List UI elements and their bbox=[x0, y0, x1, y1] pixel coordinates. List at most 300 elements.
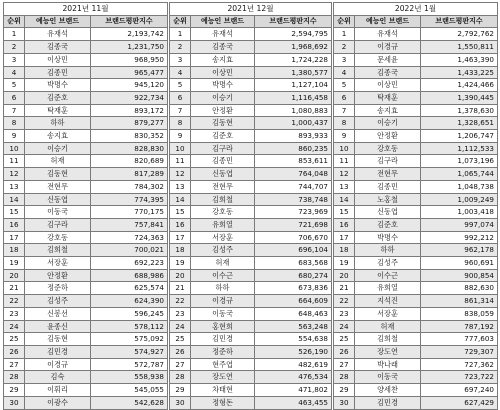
rank-cell: 18 bbox=[170, 244, 191, 257]
rank-cell: 29 bbox=[4, 384, 25, 397]
table-row bbox=[170, 142, 332, 155]
rank-cell: 12 bbox=[170, 168, 191, 181]
rank-cell: 4 bbox=[334, 66, 355, 79]
rank-cell: 2 bbox=[4, 41, 25, 54]
rank-cell: 26 bbox=[170, 345, 191, 358]
index-value-cell: 770,175 bbox=[91, 206, 168, 219]
table-row bbox=[4, 53, 168, 66]
brand-name-cell: 김준호 bbox=[355, 218, 421, 231]
index-value-cell: 1,003,418 bbox=[421, 206, 498, 219]
brand-name-cell: 김성주 bbox=[25, 295, 91, 308]
ranking-table-3 bbox=[333, 2, 498, 410]
brand-name-cell: 김성주 bbox=[191, 244, 255, 257]
rank-cell: 1 bbox=[170, 28, 191, 41]
rank-cell: 19 bbox=[334, 257, 355, 270]
table-row bbox=[334, 320, 498, 333]
index-value-cell: 688,986 bbox=[91, 269, 168, 282]
table-row bbox=[4, 193, 168, 206]
table-row bbox=[4, 371, 168, 384]
brand-name-cell: 이상민 bbox=[25, 53, 91, 66]
table-row bbox=[4, 295, 168, 308]
table-row bbox=[334, 142, 498, 155]
table-row bbox=[334, 193, 498, 206]
table-row bbox=[170, 307, 332, 320]
brand-name-cell: 이승기 bbox=[191, 91, 255, 104]
rank-cell: 28 bbox=[4, 371, 25, 384]
month-title: 2021년 11월 bbox=[4, 3, 168, 16]
index-value-cell: 463,455 bbox=[255, 396, 332, 409]
rank-cell: 27 bbox=[334, 358, 355, 371]
brand-name-cell: 김희철 bbox=[191, 193, 255, 206]
table-row bbox=[170, 358, 332, 371]
rank-cell: 3 bbox=[334, 53, 355, 66]
brand-name-cell: 이경규 bbox=[355, 41, 421, 54]
brand-name-cell: 하하 bbox=[25, 117, 91, 130]
index-value-cell: 680,274 bbox=[255, 269, 332, 282]
brand-name-cell: 이승기 bbox=[25, 142, 91, 155]
rank-cell: 14 bbox=[4, 193, 25, 206]
index-value-cell: 861,314 bbox=[421, 295, 498, 308]
table-row bbox=[170, 396, 332, 409]
brand-header: 예능인 브랜드 bbox=[355, 15, 421, 28]
ranking-table-2 bbox=[169, 2, 332, 410]
brand-name-cell: 강호동 bbox=[191, 206, 255, 219]
table-row bbox=[334, 269, 498, 282]
rank-cell: 14 bbox=[334, 193, 355, 206]
index-value-cell: 575,092 bbox=[91, 333, 168, 346]
table-row bbox=[170, 168, 332, 181]
rank-cell: 9 bbox=[4, 130, 25, 143]
table-row bbox=[334, 257, 498, 270]
rank-cell: 14 bbox=[170, 193, 191, 206]
table-row bbox=[170, 295, 332, 308]
table-row bbox=[334, 206, 498, 219]
rank-cell: 4 bbox=[4, 66, 25, 79]
index-value-cell: 542,628 bbox=[91, 396, 168, 409]
index-value-cell: 627,429 bbox=[421, 396, 498, 409]
index-value-cell: 757,841 bbox=[91, 218, 168, 231]
table-row bbox=[4, 91, 168, 104]
rank-cell: 8 bbox=[4, 117, 25, 130]
index-value-cell: 1,328,651 bbox=[421, 117, 498, 130]
table-row bbox=[4, 396, 168, 409]
index-value-cell: 900,854 bbox=[421, 269, 498, 282]
rank-header: 순위 bbox=[170, 15, 191, 28]
header-row bbox=[170, 15, 332, 28]
rank-cell: 9 bbox=[334, 130, 355, 143]
rank-cell: 22 bbox=[170, 295, 191, 308]
brand-name-cell: 김동현 bbox=[25, 168, 91, 181]
rank-cell: 3 bbox=[170, 53, 191, 66]
brand-name-cell: 허재 bbox=[25, 155, 91, 168]
index-value-cell: 482,619 bbox=[255, 358, 332, 371]
index-value-cell: 1,048,738 bbox=[421, 180, 498, 193]
index-value-cell: 945,120 bbox=[91, 79, 168, 92]
table-row bbox=[334, 168, 498, 181]
brand-name-cell: 이동국 bbox=[355, 371, 421, 384]
table-row bbox=[4, 206, 168, 219]
rank-cell: 29 bbox=[334, 384, 355, 397]
index-value-cell: 787,192 bbox=[421, 320, 498, 333]
brand-name-cell: 현주엽 bbox=[191, 358, 255, 371]
index-value-cell: 572,787 bbox=[91, 358, 168, 371]
brand-name-cell: 하하 bbox=[191, 282, 255, 295]
index-value-cell: 673,836 bbox=[255, 282, 332, 295]
brand-name-cell: 강호동 bbox=[25, 231, 91, 244]
table-row bbox=[4, 282, 168, 295]
brand-name-cell: 유재석 bbox=[355, 28, 421, 41]
brand-name-cell: 김종민 bbox=[25, 66, 91, 79]
brand-name-cell: 정준하 bbox=[25, 282, 91, 295]
brand-name-cell: 신봉선 bbox=[25, 307, 91, 320]
brand-name-cell: 김종민 bbox=[355, 180, 421, 193]
index-value-cell: 625,574 bbox=[91, 282, 168, 295]
index-value-cell: 860,235 bbox=[255, 142, 332, 155]
rank-cell: 12 bbox=[4, 168, 25, 181]
rank-cell: 20 bbox=[170, 269, 191, 282]
brand-name-cell: 정형돈 bbox=[191, 396, 255, 409]
index-value-cell: 648,463 bbox=[255, 307, 332, 320]
brand-name-cell: 박나래 bbox=[355, 358, 421, 371]
table-row bbox=[334, 28, 498, 41]
brand-name-cell: 이수근 bbox=[355, 269, 421, 282]
rank-cell: 18 bbox=[334, 244, 355, 257]
table-row bbox=[170, 257, 332, 270]
brand-name-cell: 김준호 bbox=[191, 130, 255, 143]
table-row bbox=[170, 345, 332, 358]
rank-cell: 3 bbox=[4, 53, 25, 66]
index-value-cell: 838,059 bbox=[421, 307, 498, 320]
index-value-cell: 1,206,747 bbox=[421, 130, 498, 143]
index-value-cell: 817,289 bbox=[91, 168, 168, 181]
table-row bbox=[334, 307, 498, 320]
index-value-cell: 1,127,104 bbox=[255, 79, 332, 92]
brand-name-cell: 전현무 bbox=[191, 180, 255, 193]
index-value-cell: 2,594,795 bbox=[255, 28, 332, 41]
rank-header: 순위 bbox=[4, 15, 25, 28]
table-row bbox=[334, 295, 498, 308]
brand-name-cell: 송지효 bbox=[355, 104, 421, 117]
table-row bbox=[4, 257, 168, 270]
brand-name-cell: 이광수 bbox=[25, 396, 91, 409]
rank-cell: 6 bbox=[334, 91, 355, 104]
table-row bbox=[334, 180, 498, 193]
rank-cell: 20 bbox=[334, 269, 355, 282]
rank-cell: 23 bbox=[4, 307, 25, 320]
index-value-cell: 664,609 bbox=[255, 295, 332, 308]
table-row bbox=[334, 371, 498, 384]
rank-cell: 21 bbox=[334, 282, 355, 295]
table-row bbox=[4, 41, 168, 54]
brand-name-cell: 이수근 bbox=[191, 269, 255, 282]
table-row bbox=[4, 218, 168, 231]
table-row bbox=[4, 130, 168, 143]
index-value-cell: 1,380,577 bbox=[255, 66, 332, 79]
table-row bbox=[4, 231, 168, 244]
brand-name-cell: 유희열 bbox=[355, 282, 421, 295]
month-title: 2021년 12월 bbox=[170, 3, 332, 16]
table-row bbox=[334, 155, 498, 168]
table-row bbox=[4, 180, 168, 193]
index-value-cell: 830,352 bbox=[91, 130, 168, 143]
rank-cell: 10 bbox=[170, 142, 191, 155]
index-value-cell: 853,611 bbox=[255, 155, 332, 168]
table-row bbox=[4, 320, 168, 333]
index-value-cell: 1,390,445 bbox=[421, 91, 498, 104]
rank-cell: 5 bbox=[334, 79, 355, 92]
brand-name-cell: 안정환 bbox=[191, 104, 255, 117]
table-row bbox=[170, 180, 332, 193]
brand-name-cell: 윤종신 bbox=[25, 320, 91, 333]
index-value-cell: 1,550,811 bbox=[421, 41, 498, 54]
rank-cell: 30 bbox=[334, 396, 355, 409]
rank-cell: 8 bbox=[170, 117, 191, 130]
table-row bbox=[170, 384, 332, 397]
index-value-cell: 526,190 bbox=[255, 345, 332, 358]
index-value-cell: 879,277 bbox=[91, 117, 168, 130]
index-value-cell: 2,193,742 bbox=[91, 28, 168, 41]
rank-cell: 22 bbox=[334, 295, 355, 308]
index-value-cell: 828,830 bbox=[91, 142, 168, 155]
rank-cell: 23 bbox=[334, 307, 355, 320]
rank-cell: 8 bbox=[334, 117, 355, 130]
brand-name-cell: 이경규 bbox=[191, 295, 255, 308]
table-row bbox=[334, 53, 498, 66]
rank-cell: 24 bbox=[170, 320, 191, 333]
index-value-cell: 1,433,225 bbox=[421, 66, 498, 79]
table-row bbox=[334, 396, 498, 409]
brand-name-cell: 전현무 bbox=[355, 168, 421, 181]
table-row bbox=[170, 371, 332, 384]
table-row bbox=[4, 358, 168, 371]
rank-cell: 7 bbox=[4, 104, 25, 117]
index-value-cell: 697,240 bbox=[421, 384, 498, 397]
table-row bbox=[170, 269, 332, 282]
table-row bbox=[334, 104, 498, 117]
brand-name-cell: 지석진 bbox=[355, 295, 421, 308]
brand-name-cell: 이상민 bbox=[191, 66, 255, 79]
table-row bbox=[4, 155, 168, 168]
table-row bbox=[170, 41, 332, 54]
index-value-cell: 893,172 bbox=[91, 104, 168, 117]
brand-header: 예능인 브랜드 bbox=[191, 15, 255, 28]
index-value-cell: 774,395 bbox=[91, 193, 168, 206]
rank-cell: 26 bbox=[4, 345, 25, 358]
brand-name-cell: 박명수 bbox=[25, 79, 91, 92]
index-value-cell: 729,307 bbox=[421, 345, 498, 358]
rank-cell: 1 bbox=[334, 28, 355, 41]
brand-name-cell: 안정환 bbox=[355, 130, 421, 143]
brand-name-cell: 양세찬 bbox=[355, 384, 421, 397]
rank-cell: 15 bbox=[334, 206, 355, 219]
brand-name-cell: 유재석 bbox=[191, 28, 255, 41]
brand-name-cell: 김종민 bbox=[191, 155, 255, 168]
brand-name-cell: 정준하 bbox=[191, 345, 255, 358]
brand-name-cell: 김구라 bbox=[355, 155, 421, 168]
table-row bbox=[170, 206, 332, 219]
index-value-cell: 1,231,750 bbox=[91, 41, 168, 54]
header-row bbox=[4, 15, 168, 28]
index-value-cell: 1,080,883 bbox=[255, 104, 332, 117]
rank-cell: 7 bbox=[334, 104, 355, 117]
table-row bbox=[4, 79, 168, 92]
rank-cell: 7 bbox=[170, 104, 191, 117]
rank-cell: 13 bbox=[4, 180, 25, 193]
rank-cell: 25 bbox=[334, 333, 355, 346]
rank-cell: 2 bbox=[170, 41, 191, 54]
brand-name-cell: 장도연 bbox=[355, 345, 421, 358]
rank-cell: 27 bbox=[4, 358, 25, 371]
brand-name-cell: 탁재훈 bbox=[25, 104, 91, 117]
table-row bbox=[4, 333, 168, 346]
table-row bbox=[334, 345, 498, 358]
index-value-cell: 624,390 bbox=[91, 295, 168, 308]
index-value-cell: 706,670 bbox=[255, 231, 332, 244]
index-value-cell: 997,074 bbox=[421, 218, 498, 231]
index-value-cell: 960,691 bbox=[421, 257, 498, 270]
index-value-cell: 1,073,196 bbox=[421, 155, 498, 168]
rank-cell: 20 bbox=[4, 269, 25, 282]
index-value-cell: 1,009,249 bbox=[421, 193, 498, 206]
table-row bbox=[170, 79, 332, 92]
index-value-cell: 1,065,744 bbox=[421, 168, 498, 181]
brand-name-cell: 김민경 bbox=[355, 396, 421, 409]
table-row bbox=[170, 320, 332, 333]
table-row bbox=[170, 282, 332, 295]
rank-cell: 13 bbox=[334, 180, 355, 193]
index-value-cell: 596,245 bbox=[91, 307, 168, 320]
brand-name-cell: 장도연 bbox=[191, 371, 255, 384]
rank-cell: 19 bbox=[4, 257, 25, 270]
rank-cell: 6 bbox=[4, 91, 25, 104]
index-value-cell: 696,104 bbox=[255, 244, 332, 257]
index-value-cell: 777,603 bbox=[421, 333, 498, 346]
rank-cell: 29 bbox=[170, 384, 191, 397]
table-row bbox=[4, 66, 168, 79]
index-value-cell: 578,112 bbox=[91, 320, 168, 333]
index-value-cell: 476,534 bbox=[255, 371, 332, 384]
table-row bbox=[334, 358, 498, 371]
brand-name-cell: 강호동 bbox=[355, 142, 421, 155]
brand-name-cell: 송지효 bbox=[191, 53, 255, 66]
brand-name-cell: 차태현 bbox=[191, 384, 255, 397]
index-value-cell: 471,802 bbox=[255, 384, 332, 397]
rank-cell: 5 bbox=[170, 79, 191, 92]
index-value-cell: 1,424,466 bbox=[421, 79, 498, 92]
index-value-cell: 721,698 bbox=[255, 218, 332, 231]
table-row bbox=[170, 53, 332, 66]
brand-name-cell: 하하 bbox=[355, 244, 421, 257]
brand-name-cell: 이휘리 bbox=[25, 384, 91, 397]
table-row bbox=[4, 345, 168, 358]
brand-name-cell: 유희열 bbox=[191, 218, 255, 231]
brand-name-cell: 김성주 bbox=[355, 257, 421, 270]
brand-name-cell: 김숙 bbox=[25, 371, 91, 384]
brand-name-cell: 이승기 bbox=[355, 117, 421, 130]
brand-name-cell: 노홍철 bbox=[355, 193, 421, 206]
brand-name-cell: 김희철 bbox=[355, 333, 421, 346]
brand-name-cell: 서장훈 bbox=[355, 307, 421, 320]
rank-cell: 15 bbox=[170, 206, 191, 219]
rank-cell: 4 bbox=[170, 66, 191, 79]
index-value-cell: 882,630 bbox=[421, 282, 498, 295]
rank-cell: 25 bbox=[4, 333, 25, 346]
brand-name-cell: 박명수 bbox=[355, 231, 421, 244]
brand-name-cell: 김구라 bbox=[191, 142, 255, 155]
brand-name-cell: 문세윤 bbox=[355, 53, 421, 66]
rank-cell: 24 bbox=[4, 320, 25, 333]
index-value-cell: 992,212 bbox=[421, 231, 498, 244]
index-value-cell: 1,968,692 bbox=[255, 41, 332, 54]
brand-name-cell: 김준호 bbox=[25, 91, 91, 104]
table-row bbox=[170, 130, 332, 143]
index-header: 브랜드평판지수 bbox=[421, 15, 498, 28]
brand-header: 예능인 브랜드 bbox=[25, 15, 91, 28]
index-value-cell: 727,362 bbox=[421, 358, 498, 371]
table-row bbox=[334, 333, 498, 346]
rank-cell: 9 bbox=[170, 130, 191, 143]
index-value-cell: 723,722 bbox=[421, 371, 498, 384]
header-row bbox=[334, 15, 498, 28]
rank-cell: 16 bbox=[334, 218, 355, 231]
table-row bbox=[170, 155, 332, 168]
table-row bbox=[170, 28, 332, 41]
brand-name-cell: 이동국 bbox=[191, 307, 255, 320]
brand-name-cell: 박명수 bbox=[191, 79, 255, 92]
brand-name-cell: 허재 bbox=[191, 257, 255, 270]
rank-cell: 11 bbox=[334, 155, 355, 168]
month-title: 2022년 1월 bbox=[334, 3, 498, 16]
index-value-cell: 1,378,630 bbox=[421, 104, 498, 117]
index-value-cell: 574,927 bbox=[91, 345, 168, 358]
table-row bbox=[4, 244, 168, 257]
rank-cell: 27 bbox=[170, 358, 191, 371]
brand-name-cell: 신동엽 bbox=[25, 193, 91, 206]
table-row bbox=[170, 91, 332, 104]
brand-name-cell: 김구라 bbox=[25, 218, 91, 231]
index-value-cell: 784,302 bbox=[91, 180, 168, 193]
brand-name-cell: 김동현 bbox=[25, 333, 91, 346]
index-value-cell: 1,463,390 bbox=[421, 53, 498, 66]
index-value-cell: 962,178 bbox=[421, 244, 498, 257]
brand-name-cell: 김희철 bbox=[25, 244, 91, 257]
brand-name-cell: 허재 bbox=[355, 320, 421, 333]
table-row bbox=[4, 384, 168, 397]
brand-name-cell: 서장훈 bbox=[191, 231, 255, 244]
rank-cell: 18 bbox=[4, 244, 25, 257]
index-value-cell: 820,689 bbox=[91, 155, 168, 168]
brand-name-cell: 김종국 bbox=[355, 66, 421, 79]
brand-name-cell: 홍현희 bbox=[191, 320, 255, 333]
table-row bbox=[4, 104, 168, 117]
index-value-cell: 1,116,458 bbox=[255, 91, 332, 104]
rank-cell: 23 bbox=[170, 307, 191, 320]
rank-header: 순위 bbox=[334, 15, 355, 28]
index-value-cell: 922,734 bbox=[91, 91, 168, 104]
table-row bbox=[334, 130, 498, 143]
rank-cell: 26 bbox=[334, 345, 355, 358]
table-row bbox=[334, 91, 498, 104]
brand-name-cell: 신동엽 bbox=[191, 168, 255, 181]
index-value-cell: 692,223 bbox=[91, 257, 168, 270]
brand-name-cell: 이동국 bbox=[25, 206, 91, 219]
index-value-cell: 563,248 bbox=[255, 320, 332, 333]
brand-name-cell: 탁재훈 bbox=[355, 91, 421, 104]
ranking-sheet bbox=[3, 2, 497, 407]
brand-name-cell: 이상민 bbox=[355, 79, 421, 92]
table-row bbox=[4, 168, 168, 181]
table-row bbox=[334, 66, 498, 79]
